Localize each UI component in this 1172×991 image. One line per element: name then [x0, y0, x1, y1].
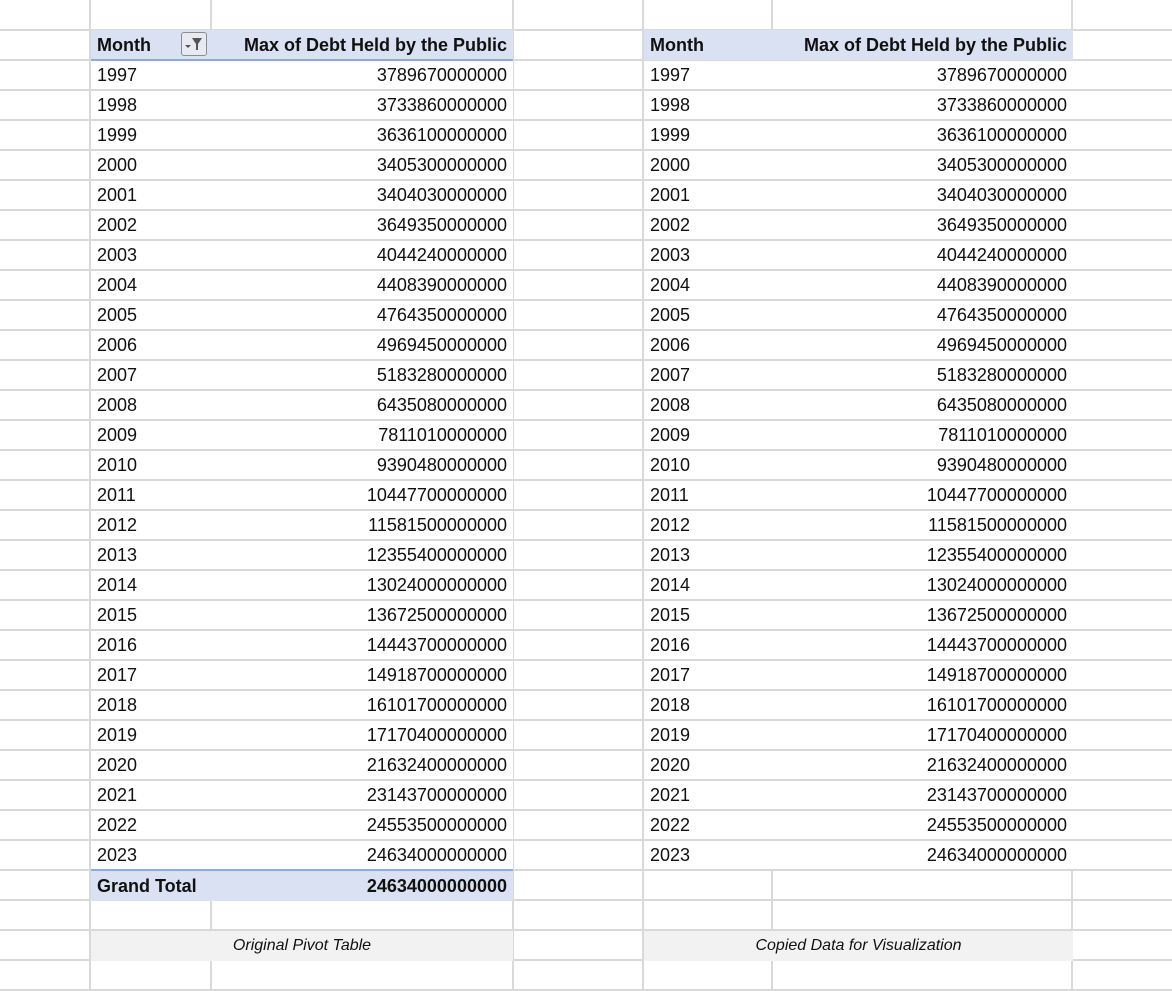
copied-value-cell[interactable]: 24634000000000 — [926, 845, 1067, 865]
grand-total-label[interactable]: Grand Total — [91, 871, 211, 901]
pivot-month-cell[interactable]: 2004 — [97, 275, 138, 295]
pivot-month-cell[interactable]: 2013 — [97, 545, 138, 565]
copied-month-cell[interactable]: 2019 — [650, 725, 691, 745]
copied-value-cell[interactable]: 14918700000000 — [926, 665, 1067, 685]
pivot-month-cell[interactable]: 2009 — [97, 425, 138, 445]
copied-value-cell[interactable]: 21632400000000 — [926, 755, 1067, 775]
copied-month-cell[interactable]: 2002 — [650, 215, 691, 235]
copied-value-cell[interactable]: 13024000000000 — [926, 575, 1067, 595]
pivot-value-cell[interactable]: 11581500000000 — [368, 515, 507, 535]
copied-value-cell[interactable]: 14443700000000 — [926, 635, 1067, 655]
pivot-month-cell[interactable]: 1998 — [97, 95, 138, 115]
filter-dropdown-button[interactable] — [181, 32, 207, 56]
pivot-value-cell[interactable]: 12355400000000 — [366, 545, 507, 565]
copied-month-cell[interactable]: 1999 — [650, 125, 691, 145]
pivot-header-month-label: Month — [97, 35, 151, 55]
copied-month-cell[interactable]: 2014 — [650, 575, 691, 595]
copied-month-cell[interactable]: 2003 — [650, 245, 691, 265]
pivot-month-cell[interactable]: 2015 — [97, 605, 138, 625]
copied-value-cell[interactable]: 4764350000000 — [936, 305, 1067, 325]
pivot-month-cell[interactable]: 2011 — [97, 485, 136, 505]
copied-value-cell[interactable]: 9390480000000 — [936, 455, 1067, 475]
pivot-value-cell[interactable]: 9390480000000 — [376, 455, 507, 475]
copied-value-cell[interactable]: 13672500000000 — [926, 605, 1067, 625]
pivot-value-cell[interactable]: 24634000000000 — [366, 845, 507, 865]
pivot-month-cell[interactable]: 2000 — [97, 155, 138, 175]
copied-month-cell[interactable]: 2012 — [650, 515, 691, 535]
pivot-value-cell[interactable]: 4408390000000 — [376, 275, 507, 295]
pivot-month-cell[interactable]: 2022 — [97, 815, 138, 835]
copied-month-cell[interactable]: 2007 — [650, 365, 691, 385]
copied-value-cell[interactable]: 3404030000000 — [936, 185, 1067, 205]
copied-value-cell[interactable]: 17170400000000 — [926, 725, 1067, 745]
copied-month-cell[interactable]: 2000 — [650, 155, 691, 175]
copied-month-cell[interactable]: 2021 — [650, 785, 691, 805]
pivot-month-cell[interactable]: 2023 — [97, 845, 138, 865]
copied-month-cell[interactable]: 2008 — [650, 395, 691, 415]
copied-value-cell[interactable]: 3733860000000 — [936, 95, 1067, 115]
pivot-value-cell[interactable]: 13024000000000 — [366, 575, 507, 595]
pivot-month-cell[interactable]: 2001 — [97, 185, 138, 205]
copied-value-cell[interactable]: 10447700000000 — [926, 485, 1067, 505]
pivot-value-cell[interactable]: 24553500000000 — [366, 815, 507, 835]
pivot-value-cell[interactable]: 10447700000000 — [366, 485, 507, 505]
pivot-month-cell[interactable]: 2019 — [97, 725, 138, 745]
copied-value-cell[interactable]: 12355400000000 — [926, 545, 1067, 565]
copied-value-cell[interactable]: 7811010000000 — [938, 425, 1067, 445]
pivot-month-cell[interactable]: 2003 — [97, 245, 138, 265]
copied-value-cell[interactable]: 3405300000000 — [936, 155, 1067, 175]
pivot-month-cell[interactable]: 2007 — [97, 365, 138, 385]
pivot-value-cell[interactable]: 17170400000000 — [366, 725, 507, 745]
copied-header-value[interactable]: Max of Debt Held by the Public — [773, 30, 1073, 60]
copied-value-cell[interactable]: 6435080000000 — [936, 395, 1067, 415]
filter-dropdown-icon — [182, 33, 205, 54]
pivot-value-cell[interactable]: 4969450000000 — [376, 335, 507, 355]
copied-month-cell[interactable]: 2011 — [650, 485, 689, 505]
pivot-value-cell[interactable]: 3649350000000 — [376, 215, 507, 235]
pivot-value-cell[interactable]: 13672500000000 — [366, 605, 507, 625]
pivot-value-cell[interactable]: 5183280000000 — [376, 365, 507, 385]
pivot-value-cell[interactable]: 3404030000000 — [376, 185, 507, 205]
copied-value-cell[interactable]: 3649350000000 — [936, 215, 1067, 235]
copied-month-cell[interactable]: 2013 — [650, 545, 691, 565]
pivot-value-cell[interactable]: 4044240000000 — [376, 245, 507, 265]
copied-month-cell[interactable]: 2015 — [650, 605, 691, 625]
copied-month-cell[interactable]: 2023 — [650, 845, 691, 865]
copied-month-cell[interactable]: 2004 — [650, 275, 691, 295]
copied-month-cell[interactable]: 2020 — [650, 755, 691, 775]
copied-value-cell[interactable]: 3636100000000 — [936, 125, 1067, 145]
pivot-month-cell[interactable]: 2008 — [97, 395, 138, 415]
copied-value-cell[interactable]: 5183280000000 — [936, 365, 1067, 385]
pivot-value-cell[interactable]: 21632400000000 — [366, 755, 507, 775]
pivot-value-cell[interactable]: 14443700000000 — [366, 635, 507, 655]
copied-value-cell[interactable]: 24553500000000 — [926, 815, 1067, 835]
copied-month-cell[interactable]: 2022 — [650, 815, 691, 835]
copied-header-month[interactable]: Month — [644, 30, 773, 60]
pivot-month-cell[interactable]: 1997 — [97, 65, 138, 85]
pivot-month-cell[interactable]: 2016 — [97, 635, 138, 655]
pivot-value-cell[interactable]: 23143700000000 — [366, 785, 507, 805]
copied-month-cell[interactable]: 2010 — [650, 455, 691, 475]
pivot-month-cell[interactable]: 2006 — [97, 335, 138, 355]
copied-month-cell[interactable]: 2009 — [650, 425, 691, 445]
copied-value-cell[interactable]: 11581500000000 — [928, 515, 1067, 535]
copied-month-cell[interactable]: 1997 — [650, 65, 691, 85]
copied-value-cell[interactable]: 23143700000000 — [926, 785, 1067, 805]
pivot-header-value-label: Max of Debt Held by the Public — [243, 35, 507, 55]
pivot-value-cell[interactable]: 3636100000000 — [376, 125, 507, 145]
copied-month-cell[interactable]: 2016 — [650, 635, 691, 655]
copied-value-cell[interactable]: 4969450000000 — [936, 335, 1067, 355]
pivot-month-cell[interactable]: 2005 — [97, 305, 138, 325]
grand-total-value[interactable]: 24634000000000 — [211, 871, 513, 901]
pivot-month-cell[interactable]: 2021 — [97, 785, 138, 805]
copied-value-cell[interactable]: 4408390000000 — [936, 275, 1067, 295]
copied-month-cell[interactable]: 1998 — [650, 95, 691, 115]
pivot-month-cell[interactable]: 2012 — [97, 515, 138, 535]
pivot-month-cell[interactable]: 2002 — [97, 215, 138, 235]
copied-month-cell[interactable]: 2001 — [650, 185, 691, 205]
copied-month-cell[interactable]: 2018 — [650, 695, 691, 715]
pivot-value-cell[interactable]: 4764350000000 — [376, 305, 507, 325]
copied-caption[interactable]: Copied Data for Visualization — [644, 931, 1073, 961]
pivot-caption[interactable]: Original Pivot Table — [91, 931, 513, 961]
copied-month-cell[interactable]: 2006 — [650, 335, 691, 355]
pivot-value-cell[interactable]: 3789670000000 — [376, 65, 507, 85]
copied-value-cell[interactable]: 4044240000000 — [936, 245, 1067, 265]
pivot-month-cell[interactable]: 2017 — [97, 665, 138, 685]
pivot-month-cell[interactable]: 2020 — [97, 755, 138, 775]
pivot-value-cell[interactable]: 7811010000000 — [378, 425, 507, 445]
pivot-month-cell[interactable]: 2014 — [97, 575, 138, 595]
copied-value-cell[interactable]: 3789670000000 — [936, 65, 1067, 85]
copied-value-cell[interactable]: 16101700000000 — [926, 695, 1067, 715]
pivot-value-cell[interactable]: 16101700000000 — [366, 695, 507, 715]
pivot-month-cell[interactable]: 2018 — [97, 695, 138, 715]
pivot-value-cell[interactable]: 3405300000000 — [376, 155, 507, 175]
pivot-header-value[interactable] — [211, 30, 513, 60]
pivot-value-cell[interactable]: 14918700000000 — [366, 665, 507, 685]
pivot-value-cell[interactable]: 6435080000000 — [376, 395, 507, 415]
pivot-value-cell[interactable]: 3733860000000 — [376, 95, 507, 115]
copied-month-cell[interactable]: 2017 — [650, 665, 691, 685]
pivot-month-cell[interactable]: 2010 — [97, 455, 138, 475]
pivot-month-cell[interactable]: 1999 — [97, 125, 138, 145]
copied-month-cell[interactable]: 2005 — [650, 305, 691, 325]
